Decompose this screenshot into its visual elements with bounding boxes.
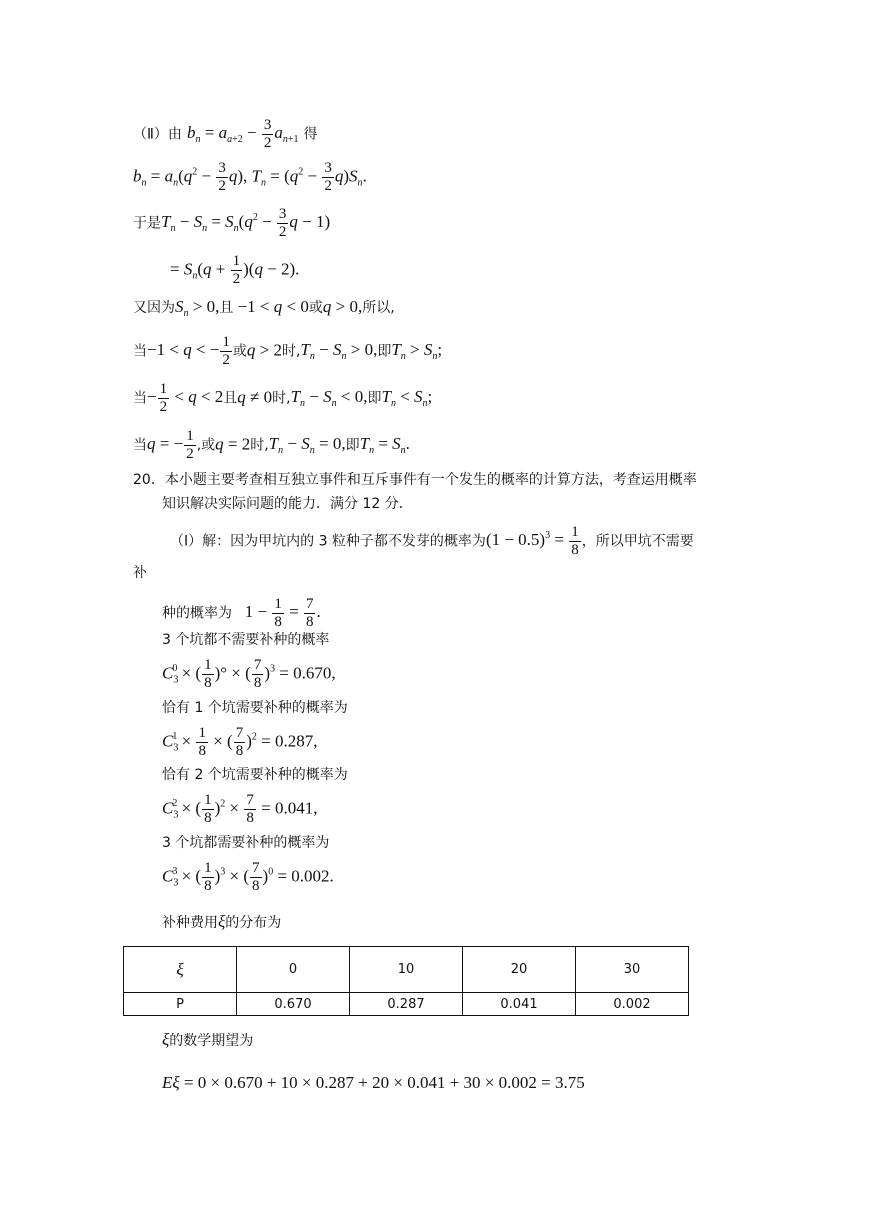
expectation-expr: = 0 × 0.670 + 10 × 0.287 + 20 × 0.041 + 30 × 0.002 = 3.75 bbox=[183, 1073, 585, 1092]
table-row bbox=[124, 947, 689, 993]
part2-label: （Ⅱ）由 bbox=[133, 126, 182, 143]
part1-text: （Ⅰ）解：因为甲坑内的 3 粒种子都不发芽的概率为 bbox=[170, 533, 486, 550]
zhong-prob-line: 种的概率为 1 − $\frac{1}{8}$ = $\frac{7}{8}$ . bbox=[162, 596, 321, 630]
table-header-cell: 10 bbox=[350, 947, 463, 993]
dang-text-1: 当 bbox=[133, 343, 147, 360]
part2-line8: 当q = − $\frac{1}{2}$ ,或q = 2时$,T_n - S_n = 0$,即$T_n = S_n$. bbox=[133, 428, 410, 462]
qie-text-2: 且 bbox=[223, 390, 238, 407]
table-row bbox=[124, 993, 689, 1016]
result-2: 0.041, bbox=[274, 798, 318, 818]
table-cell: 0.287 bbox=[350, 993, 463, 1016]
shi-text-1: 时, bbox=[281, 343, 301, 360]
zhong-prob-text: 种的概率为 bbox=[162, 605, 232, 622]
get-text: 得 bbox=[303, 126, 318, 143]
qie-text: 且 bbox=[219, 300, 234, 316]
you-yin-wei-text: 又因为 bbox=[133, 300, 175, 316]
huo-text-2: 或 bbox=[232, 343, 247, 360]
cost-dist-line: 补种费用ξ的分布为 bbox=[162, 912, 282, 931]
table-cell: 0.670 bbox=[237, 993, 350, 1016]
formula-one-need: $C_3^1$ × $\frac{1}{8}$ × ( $\frac{7}{8}$ )$^2$ = 0.287, bbox=[162, 725, 318, 759]
cost-dist-pre: 补种费用 bbox=[162, 915, 218, 931]
huo-text: 或 bbox=[308, 300, 323, 316]
dang-text-2: 当 bbox=[133, 390, 147, 407]
table-header-cell: ξ bbox=[124, 947, 237, 993]
table-header-cell: 30 bbox=[576, 947, 689, 993]
table-cell: 0.041 bbox=[463, 993, 576, 1016]
table-cell: 0.002 bbox=[576, 993, 689, 1016]
table-header-cell: 0 bbox=[237, 947, 350, 993]
formula-none-need: $C_3^0$ × ( $\frac{1}{8}$ )° × ( $\frac{7}{8}$ )$^3$ = 0.670, bbox=[162, 657, 336, 691]
result-3: 0.002. bbox=[291, 866, 334, 886]
formula-all-need: $C_3^3$ × ( $\frac{1}{8}$ )$^3$ × ( $\frac{7}{8}$ )$^0$ = 0.002. bbox=[162, 860, 334, 894]
huo-text-3: ,或 bbox=[196, 437, 216, 454]
expect-label: 的数学期望为 bbox=[169, 1033, 254, 1049]
ji-text-3: 即 bbox=[345, 437, 360, 454]
none-need-text: 3 个坑都不需要补种的概率 bbox=[162, 632, 330, 648]
ji-text-2: 即 bbox=[367, 390, 382, 407]
expectation-formula: Eξ = 0 × 0.670 + 10 × 0.287 + 20 × 0.041 + 30 × 0.002 = 3.75 bbox=[162, 1073, 585, 1092]
ji-text-1: 即 bbox=[377, 343, 392, 360]
formula-bn: $b_n = a_{a+2}$ − $\frac{3}{2}$ $a_{n+1}$ bbox=[186, 117, 299, 151]
formula-two-need: $C_3^2$ × ( $\frac{1}{8}$ )$^2$ × $\frac{7}{8}$ = 0.041, bbox=[162, 792, 318, 826]
table-header-cell: 20 bbox=[463, 947, 576, 993]
part2-line5: 又因为$S_n > 0$,且 −1 < q < 0或q > 0,所以, bbox=[133, 297, 395, 319]
part2-line6: 当−1 < q < − $\frac{1}{2}$ 或q > 2时$,T_n - S_n > 0$,即$T_n > S_n$; bbox=[133, 334, 443, 368]
part2-line7: 当− $\frac{1}{2}$ < q < 2且q ≠ 0时$,T_n - S_n < 0$,即$T_n < S_n$; bbox=[133, 381, 433, 415]
all-need-text: 3 个坑都需要补种的概率为 bbox=[162, 835, 330, 851]
two-need-text: 恰有 2 个坑需要补种的概率为 bbox=[162, 767, 348, 783]
yu-shi-text: 于是 bbox=[133, 215, 161, 232]
q20-intro-line1: 20．本小题主要考查相互独立事件和互斥事件有一个发生的概率的计算方法，考查运用概率 bbox=[133, 472, 697, 488]
part2-line4: = $S_n(q$ + $\frac{1}{2}$ )(q − 2). bbox=[170, 253, 300, 287]
part2-line2: $b_n = a_n(q^2$ − $\frac{3}{2}$ q), $T_n = (q^2$ − $\frac{3}{2}$ $q)S_n$. bbox=[133, 160, 367, 194]
bu-text: 补 bbox=[133, 565, 147, 581]
distribution-table bbox=[123, 946, 689, 1016]
result-1: 0.287, bbox=[274, 731, 318, 751]
part1-tail: ，所以甲坑不需要 bbox=[581, 533, 694, 550]
part2-line1 bbox=[133, 117, 318, 152]
q20-intro-line2: 知识解决实际问题的能力．满分 12 分． bbox=[162, 496, 413, 512]
q20-part1-line: （Ⅰ）解：因为甲坑内的 3 粒种子都不发芽的概率为$(1 - 0.5)^3$ = $\frac{1}{8}$ ，所以甲坑不需要 bbox=[170, 524, 694, 558]
dang-text-3: 当 bbox=[133, 437, 147, 454]
result-0: 0.670, bbox=[293, 663, 336, 683]
cost-dist-post: 的分布为 bbox=[225, 915, 282, 931]
part2-line3: 于是$T_n - S_n = S_n(q^2$ − $\frac{3}{2}$ q − 1) bbox=[133, 206, 331, 240]
shi-text-2: 时, bbox=[272, 390, 291, 407]
shi-text-3: 时, bbox=[250, 437, 269, 454]
expect-label-line: ξ的数学期望为 bbox=[162, 1030, 254, 1049]
table-cell: P bbox=[124, 993, 237, 1016]
one-need-text: 恰有 1 个坑需要补种的概率为 bbox=[162, 700, 348, 716]
suo-yi-text: 所以, bbox=[362, 300, 395, 316]
